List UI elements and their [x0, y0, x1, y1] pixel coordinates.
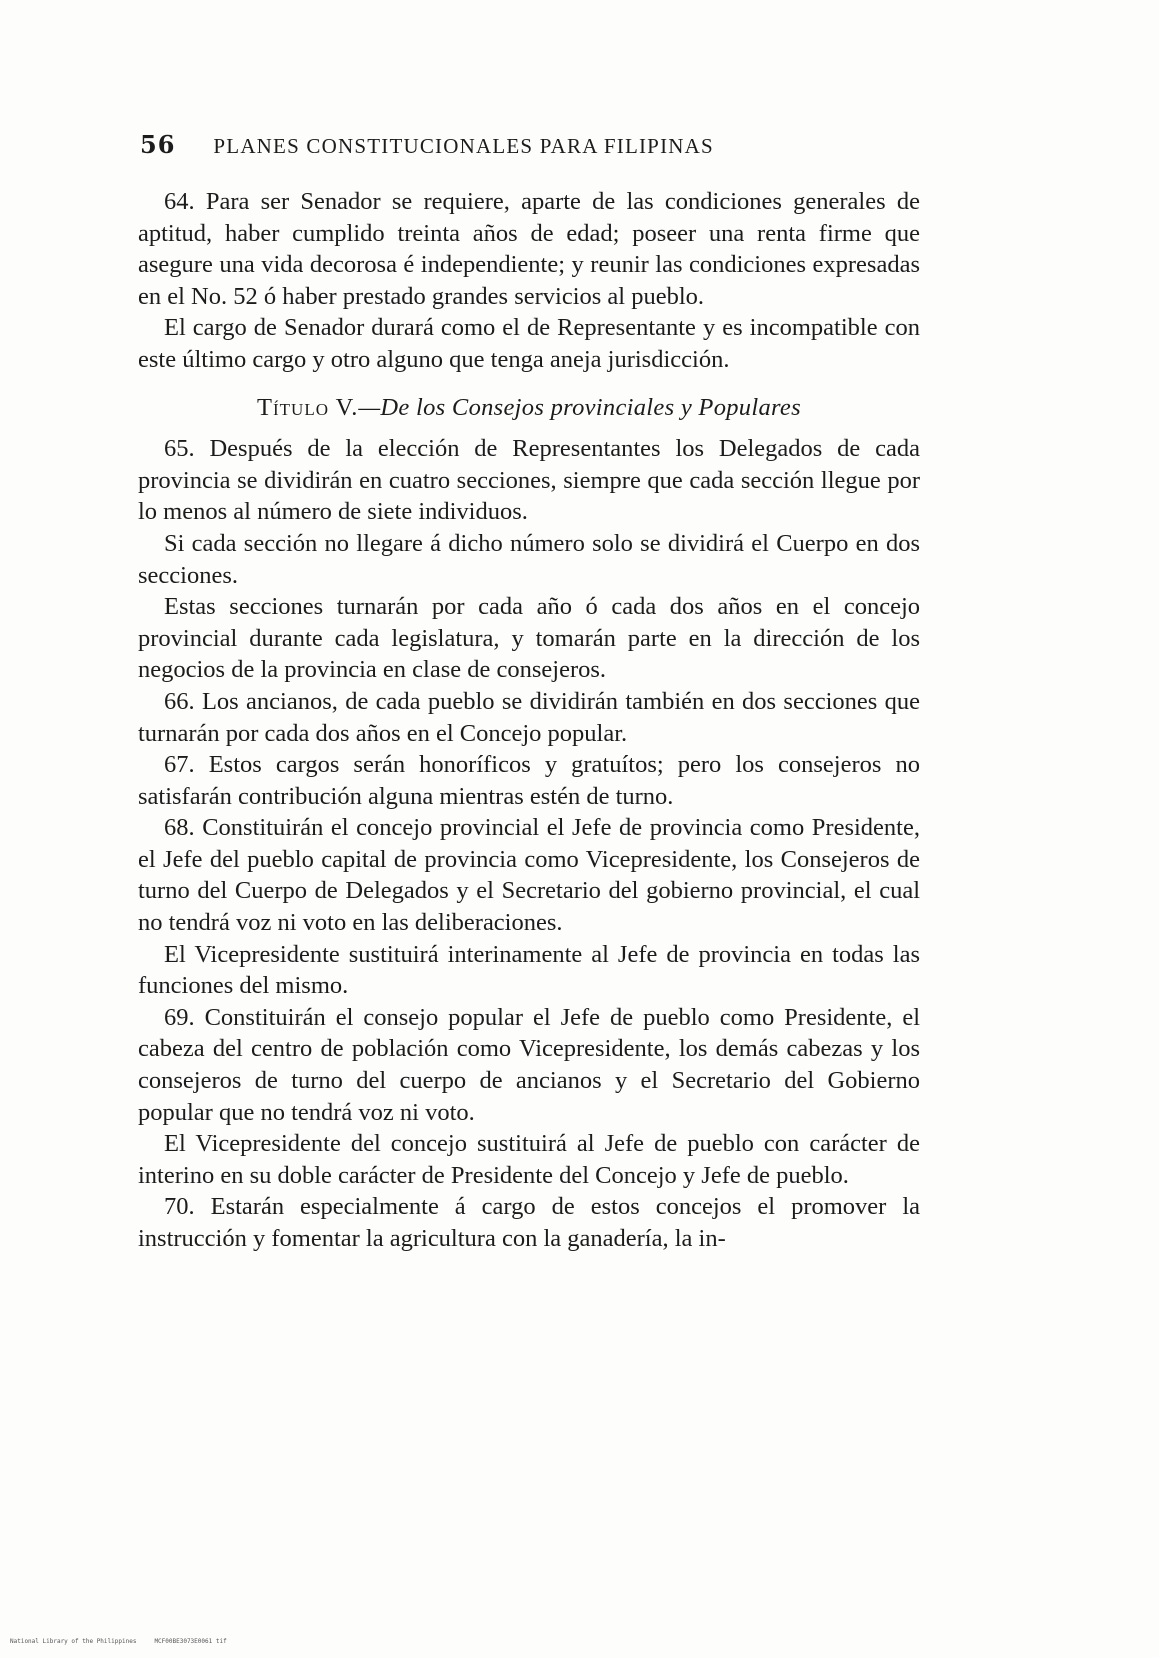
paragraph-65: 65. Después de la elección de Representantes los Delegados de cada provincia se dividirán en cuatro secciones, siempre que cada sección llegue por lo menos al número de siete individuos.	[138, 435, 920, 526]
page-header	[140, 130, 900, 159]
paragraph-70: 70. Estarán especialmente á cargo de estos concejos el promover la instrucción y fomentar la agricultura con la ganadería, la in-	[138, 1193, 920, 1252]
page-number: 56	[140, 130, 176, 159]
paragraph-senator-term: El cargo de Senador durará como el de Representante y es incompatible con este último cargo y otro alguno que tenga aneja jurisdicción.	[138, 314, 920, 373]
body-text	[138, 186, 920, 1255]
section-heading	[138, 392, 920, 424]
section-label: Título V.	[257, 393, 359, 421]
paragraph-64: 64. Para ser Senador se requiere, aparte de las condiciones generales de aptitud, haber cumplido treinta años de edad; poseer una renta firme que asegure una vida decorosa é independiente; y reunir las condiciones expresadas en el No. 52 ó haber prestado grandes servicios al pueblo.	[138, 188, 920, 310]
paragraph-66: 66. Los ancianos, de cada pueblo se dividirán también en dos secciones que turnarán por cada dos años en el Concejo popular.	[138, 687, 920, 747]
paragraph-68-b: El Vicepresidente sustituirá interinamente al Jefe de provincia en todas las funciones del mismo.	[138, 940, 920, 1000]
section-subject: —De los Consejos provinciales y Populares	[358, 393, 801, 421]
paragraph-65-c: Estas secciones turnarán por cada año ó cada dos años en el concejo provincial durante cada legislatura, y tomarán parte en la dirección de los negocios de la provincia en clase de consejeros.	[138, 593, 920, 684]
paragraph-68: 68. Constituirán el concejo provincial el Jefe de provincia como Presidente, el Jefe del pueblo capital de provincia como Vicepresidente, los Consejeros de turno del Cuerpo de Delegados y el Secretario del gobierno provincial, el cual no tendrá voz ni voto en las deliberaciones.	[138, 814, 920, 937]
paragraph-69: 69. Constituirán el consejo popular el Jefe de pueblo como Presidente, el cabeza del centro de población como Vicepresidente, los demás cabezas y los consejeros de turno del cuerpo de ancianos y el Secretario del Gobierno popular que no tendrá voz ni voto.	[138, 1003, 920, 1126]
scan-footer	[10, 1638, 227, 1645]
paragraph-69-b: El Vicepresidente del concejo sustituirá al Jefe de pueblo con carácter de interino en su doble carácter de Presidente del Concejo y Jefe de pueblo.	[138, 1130, 920, 1189]
running-title: PLANES CONSTITUCIONALES PARA FILIPINAS	[213, 134, 714, 158]
footer-library: National Library of the Philippines	[10, 1638, 137, 1645]
footer-code: MCF00BE3073E0061 tif	[154, 1638, 227, 1645]
paragraph-65-b: Si cada sección no llegare á dicho número solo se dividirá el Cuerpo en dos secciones.	[138, 529, 920, 589]
paragraph-67: 67. Estos cargos serán honoríficos y gratuítos; pero los consejeros no satisfarán contribución alguna mientras estén de turno.	[138, 751, 920, 810]
